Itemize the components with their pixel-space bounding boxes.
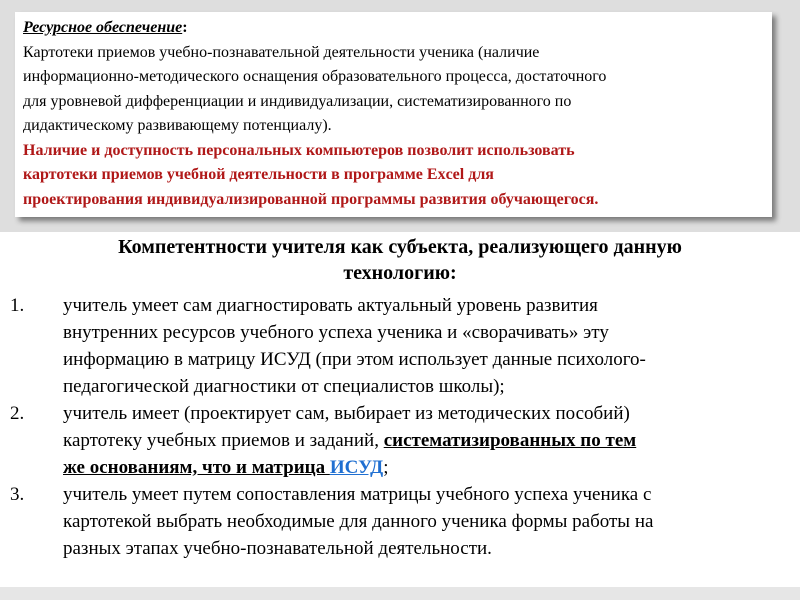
competencies-title-line1: Компетентности учителя как субъекта, реализующего данную <box>118 236 682 258</box>
list-item-number: 1. <box>10 295 25 316</box>
isud-link[interactable]: ИСУД <box>329 457 384 478</box>
list-item-emphasis: же основаниям, что и матрица <box>63 457 330 478</box>
resource-red-line: Наличие и доступность персональных компьютеров позволит использовать <box>23 141 575 159</box>
list-item-line: разных этапах учебно-познавательной деятельности. <box>63 538 492 559</box>
list-item-text: картотеку учебных приемов и заданий, <box>63 430 384 451</box>
list-item <box>0 481 800 562</box>
slide-bottom-strip <box>0 587 800 600</box>
list-item-line <box>63 454 800 481</box>
competencies-title-line2: технологию: <box>343 262 457 284</box>
resource-box <box>15 12 772 217</box>
resource-heading: Ресурсное обеспечение <box>23 19 183 36</box>
list-item <box>0 400 800 481</box>
resource-heading-colon: : <box>182 19 188 36</box>
resource-text-line: для уровневой дифференциации и индивидуализации, систематизированного по <box>23 92 572 110</box>
list-item-line <box>63 427 800 454</box>
list-item-line: учитель умеет путем сопоставления матрицы учебного успеха ученика с <box>63 484 652 505</box>
list-item-text: ; <box>383 457 389 478</box>
list-item-number: 3. <box>10 484 25 505</box>
resource-text-line: дидактическому развивающему потенциалу). <box>23 117 332 134</box>
resource-red-line: проектирования индивидуализированной программы развития обучающегося. <box>23 190 599 208</box>
list-item-number: 2. <box>10 403 25 424</box>
list-item-line: учитель умеет сам диагностировать актуальный уровень развития <box>63 295 598 316</box>
competencies-list <box>0 292 800 562</box>
resource-heading-line <box>23 16 764 41</box>
resource-text-line: информационно-методического оснащения образовательного процесса, достаточного <box>23 68 607 85</box>
list-item-line: внутренних ресурсов учебного успеха ученика и «сворачивать» эту <box>63 322 609 343</box>
list-item-emphasis: систематизированных по тем <box>383 430 637 451</box>
list-item <box>0 292 800 400</box>
list-item-line: картотекой выбрать необходимые для данного ученика формы работы на <box>63 511 654 532</box>
resource-text-line: Картотеки приемов учебно-познавательной деятельности ученика (наличие <box>23 43 540 61</box>
resource-red-line: картотеки приемов учебной деятельности в программе Excel для <box>23 166 494 183</box>
list-item-line: учитель имеет (проектирует сам, выбирает из методических пособий) <box>63 403 630 424</box>
list-item-line: педагогической диагностики от специалистов школы); <box>63 376 505 397</box>
list-item-line: информацию в матрицу ИСУД (при этом использует данные психолого- <box>63 349 646 370</box>
competencies-section <box>0 234 800 562</box>
